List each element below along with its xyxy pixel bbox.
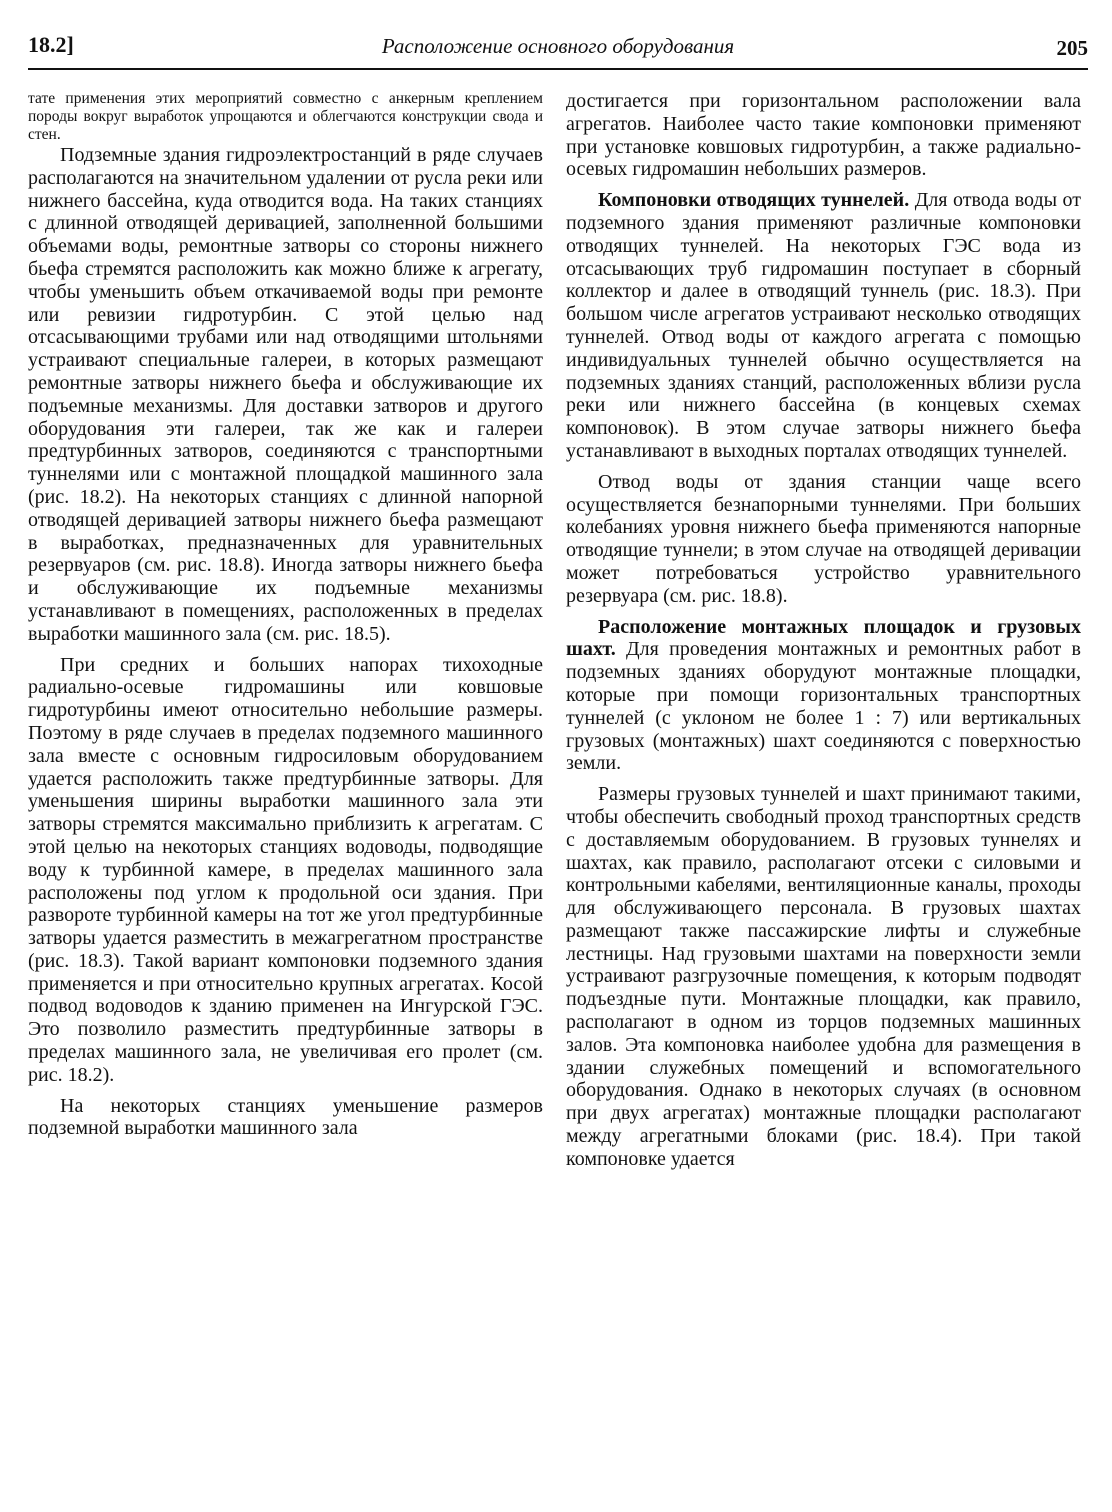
paragraph-text: Для отвода воды от подземного здания применяют различные компоновки отводящих туннелей. На некоторых ГЭС вода из отсасывающих труб гидромашин поступает в сборный коллектор и далее в отводящий туннель (рис. 18.3). При большом числе агрегатов устраивают несколько отводящих туннелей. Отвод воды от каждого агрегата с помощью индивидуальных туннелей обычно осуществляется на подземных зданиях станций, расположенных вблизи русла реки или нижнего бассейна (в концевых схемах компоновок). В этом случае затворы нижнего бьефа устанавливают в выходных порталах отводящих туннелей. [566, 189, 1082, 462]
paragraph: На некоторых станциях уменьшение размеров подземной выработки машинного зала [28, 1094, 543, 1140]
continued-paragraph: достигается при горизонтальном расположении вала агрегатов. Наиболее часто такие компоновки применяют при установке ковшовых гидротурбин, а также радиально-осевых гидромашин небольших размеров. [566, 90, 1081, 181]
section-number: 18.2] [28, 32, 74, 57]
paragraph: Отвод воды от здания станции чаще всего осуществляется безнапорными туннелями. При больших колебаниях уровня нижнего бьефа применяются напорные отводящие туннели; в этом случае на отводящей деривации может потребоваться устройство уравнительного резервуара (см. рис. 18.8). [566, 470, 1081, 607]
run-in-heading: Компоновки отводящих туннелей. [598, 189, 910, 212]
paragraph [566, 189, 1081, 463]
continued-paragraph: тате применения этих мероприятий совместно с анкерным креплением породы вокруг выработок упрощаются и облегчаются конструкции свода и стен. [28, 90, 543, 143]
running-title: Расположение основного оборудования [381, 34, 735, 58]
running-header [28, 28, 1088, 70]
run-in-heading: Расположение монтажных площадок и грузовых шахт. [566, 615, 1081, 661]
right-column [566, 90, 1081, 1179]
paragraph: При средних и больших напорах тихоходные радиально-осевые гидромашины или ковшовые гидротурбины имеют относительно небольшие размеры. Поэтому в ряде случаев в пределах подземного машинного зала вместе с основным гидросиловым оборудованием удается расположить также предтурбинные затворы. Для уменьшения ширины выработки машинного зала эти затворы стремятся максимально приблизить к агрегатам. С этой целью на некоторых станциях водоводы, подводящие воду к турбинной камере, в пределах машинного зала расположены под углом к продольной оси здания. При развороте турбинной камеры на тот же угол предтурбинные затворы удается разместить в межагрегатном пространстве (рис. 18.3). Такой вариант компоновки подземного здания применяется и при относительно крупных агрегатах. Косой подвод водоводов к зданию применен на Ингурской ГЭС. Это позволило разместить предтурбинные затворы в пределах машинного зала, не увеличивая его пролет (см. рис. 18.2). [28, 653, 543, 1086]
paragraph-text: Для проведения монтажных и ремонтных работ в подземных зданиях оборудуют монтажные площадки, которые при помощи горизонтальных транспортных туннелей (с уклоном не более 1 : 7) или вертикальных грузовых (монтажных) шахт соединяются с поверхностью земли. [566, 638, 1081, 775]
page-number: 205 [1056, 36, 1088, 60]
paragraph: Подземные здания гидроэлектростанций в ряде случаев располагаются на значительном удалении от русла реки или нижнего бассейна, куда отводится вода. На таких станциях с длинной отводящей деривацией, заполненной большими объемами воды, ремонтные затворы со стороны нижнего бьефа стремятся расположить как можно ближе к агрегату, чтобы уменьшить объем откачиваемой воды при ремонте или ревизии гидротурбин. С этой целью над отсасывающими трубами или над отводящими штольнями устраивают специальные галереи, в которых размещают ремонтные затворы нижнего бьефа и обслуживающие их подъемные механизмы. Для доставки затворов и другого оборудования эти галереи, так же как и галереи предтурбинных затворов, соединяются с транспортными туннелями или с монтажной площадкой машинного зала (рис. 18.2). На некоторых станциях с длинной напорной отводящей деривацией затворы нижнего бьефа размещают в выработках, предназначенных для уравнительных резервуаров (см. рис. 18.8). Иногда затворы нижнего бьефа и обслуживающие их подъемные механизмы устанавливают в помещениях, расположенных в пределах выработки машинного зала (см. рис. 18.5). [28, 144, 543, 645]
left-column [28, 90, 543, 1148]
paragraph [566, 616, 1081, 776]
paragraph: Размеры грузовых туннелей и шахт принимают такими, чтобы обеспечить свободный проход транспортных средств с доставляемым оборудованием. В грузовых туннелях и шахтах, как правило, располагают отсеки с силовыми и контрольными кабелями, вентиляционные каналы, проходы для обслуживающего персонала. В грузовых шахтах размещают также пассажирские лифты и служебные лестницы. Над грузовыми шахтами на поверхности земли устраивают разгрузочные помещения, к которым подводят подъездные пути. Монтажные площадки, как правило, располагают в одном из торцов подземных машинных залов. Эта компоновка наиболее удобна для размещения в здании служебных помещений и вспомогательного оборудования. Однако в некоторых случаях (в основном при двух агрегатах) монтажные площадки располагают между агрегатными блоками (рис. 18.4). При такой компоновке удается [566, 783, 1081, 1170]
